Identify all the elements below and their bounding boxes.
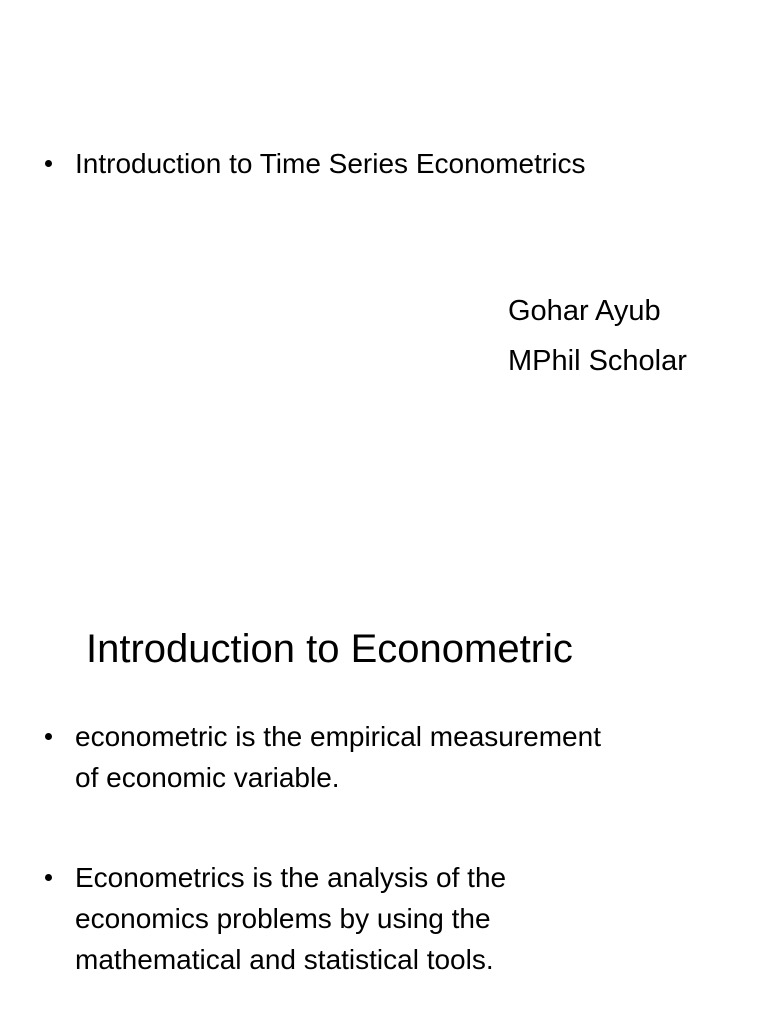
slide-heading: Introduction to Econometric xyxy=(86,627,573,671)
author-role: MPhil Scholar xyxy=(508,345,687,377)
bullet-item: Econometrics is the analysis of the economics problems by using the mathematical and statistical tools. xyxy=(75,862,507,975)
bullet-icon xyxy=(45,160,52,167)
bullet-item: econometric is the empirical measurement of economic variable. xyxy=(75,721,601,793)
bullet-icon xyxy=(45,874,52,881)
bullet-icon xyxy=(45,733,52,740)
presentation-topic: Introduction to Time Series Econometrics xyxy=(75,148,586,179)
author-name: Gohar Ayub xyxy=(508,295,661,327)
slide-content xyxy=(0,576,768,1024)
